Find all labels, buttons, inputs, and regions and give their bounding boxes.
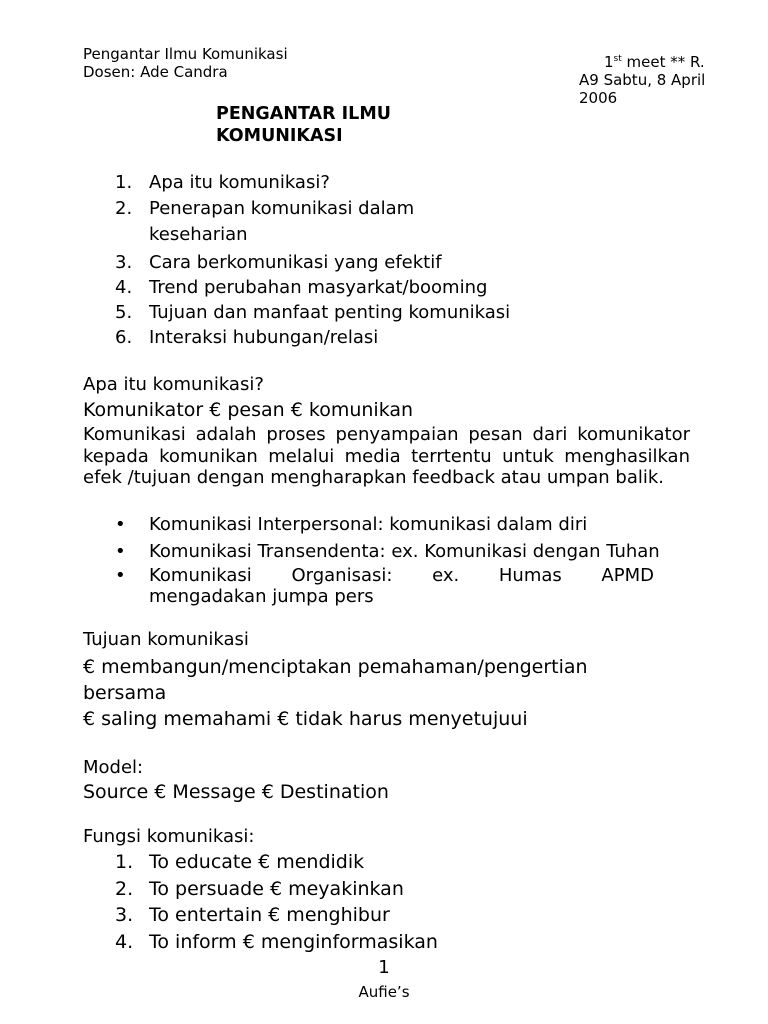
communication-flow: Komunikator € pesan € komunikan [83, 399, 414, 421]
footer-author: Aufie’s [358, 983, 410, 1001]
title-line-2: KOMUNIKASI [216, 126, 343, 146]
meeting-ordinal: st [613, 54, 622, 64]
item-number: 6. [115, 327, 133, 348]
word: Organisasi: [291, 565, 393, 586]
list-item [83, 301, 703, 326]
item-number: 3. [115, 904, 134, 926]
item-text: To entertain € menghibur [149, 904, 390, 926]
list-item [83, 850, 703, 877]
bullet-item [83, 541, 743, 565]
item-number: 5. [115, 302, 133, 323]
item-text-cont: keseharian [149, 224, 248, 245]
lecturer-name: Dosen: Ade Candra [83, 63, 228, 81]
word: Komunikasi [149, 565, 252, 586]
bullet-text-line [149, 565, 654, 586]
page-number: 1 [378, 957, 390, 978]
bullet-icon: • [115, 514, 126, 535]
bullet-text: Komunikasi Interpersonal: komunikasi dalam diri [149, 514, 588, 535]
list-item [83, 326, 703, 351]
definition-paragraph: Komunikasi adalah proses penyampaian pesan dari komunikator kepada komunikan melalui media terrtentu untuk menghasilkan efek /tujuan dengan mengharapkan feedback atau umpan balik. [83, 424, 690, 488]
bullet-item [83, 514, 743, 541]
item-text: Interaksi hubungan/relasi [149, 327, 379, 348]
item-text: Penerapan komunikasi dalam [149, 198, 415, 219]
model-flow: Source € Message € Destination [83, 781, 389, 803]
course-name: Pengantar Ilmu Komunikasi [83, 45, 288, 63]
purpose-block [83, 654, 588, 732]
outline-list [83, 171, 703, 351]
bullet-text [149, 565, 654, 607]
bullet-icon: • [115, 541, 126, 562]
item-number: 1. [115, 851, 134, 873]
bullet-icon: • [115, 565, 126, 586]
list-item [83, 903, 703, 930]
document-title [216, 103, 476, 147]
section-heading: Tujuan komunikasi [83, 629, 249, 650]
list-item [83, 197, 703, 223]
item-number: 4. [115, 277, 133, 298]
list-item [83, 877, 703, 904]
item-text: To persuade € meyakinkan [149, 877, 404, 900]
bullet-list [83, 514, 743, 607]
meeting-date: A9 Sabtu, 8 April [579, 71, 706, 89]
list-item [83, 251, 703, 276]
function-list [83, 850, 703, 956]
header-meeting-block [579, 53, 739, 107]
bullet-text: Komunikasi Transendenta: ex. Komunikasi dengan Tuhan [149, 541, 660, 562]
meeting-room: meet ** R. [621, 53, 705, 71]
meeting-number: 1 [604, 53, 614, 71]
title-line-1: PENGANTAR ILMU [216, 104, 391, 124]
section-heading: Fungsi komunikasi: [83, 826, 255, 847]
item-text: To educate € mendidik [149, 851, 365, 873]
purpose-line: bersama [83, 682, 167, 704]
meeting-year: 2006 [579, 89, 618, 107]
meeting-line [579, 53, 739, 71]
item-number: 3. [115, 252, 133, 273]
item-number: 1. [115, 172, 133, 193]
word: ex. [432, 565, 460, 586]
bullet-item [83, 565, 743, 607]
item-text: Trend perubahan masyarkat/booming [149, 277, 488, 298]
item-text: Tujuan dan manfaat penting komunikasi [149, 302, 511, 323]
word: Humas [498, 565, 562, 586]
item-number: 2. [115, 198, 133, 219]
item-text: To inform € menginformasikan [149, 930, 438, 953]
purpose-line: € membangun/menciptakan pemahaman/pengertian [83, 656, 588, 678]
list-item [83, 171, 703, 197]
item-number: 4. [115, 930, 134, 953]
word: APMD [601, 565, 654, 586]
purpose-line: € saling memahami € tidak harus menyetujuui [83, 708, 528, 730]
item-text: Cara berkomunikasi yang efektif [149, 252, 442, 273]
section-heading: Model: [83, 757, 144, 778]
item-number: 2. [115, 877, 134, 900]
list-item-continuation [83, 223, 703, 251]
list-item [83, 276, 703, 301]
list-item [83, 930, 703, 957]
item-text: Apa itu komunikasi? [149, 172, 330, 193]
header-course-block [83, 45, 288, 81]
bullet-text-cont: mengadakan jumpa pers [149, 586, 374, 607]
section-heading: Apa itu komunikasi? [83, 374, 264, 395]
